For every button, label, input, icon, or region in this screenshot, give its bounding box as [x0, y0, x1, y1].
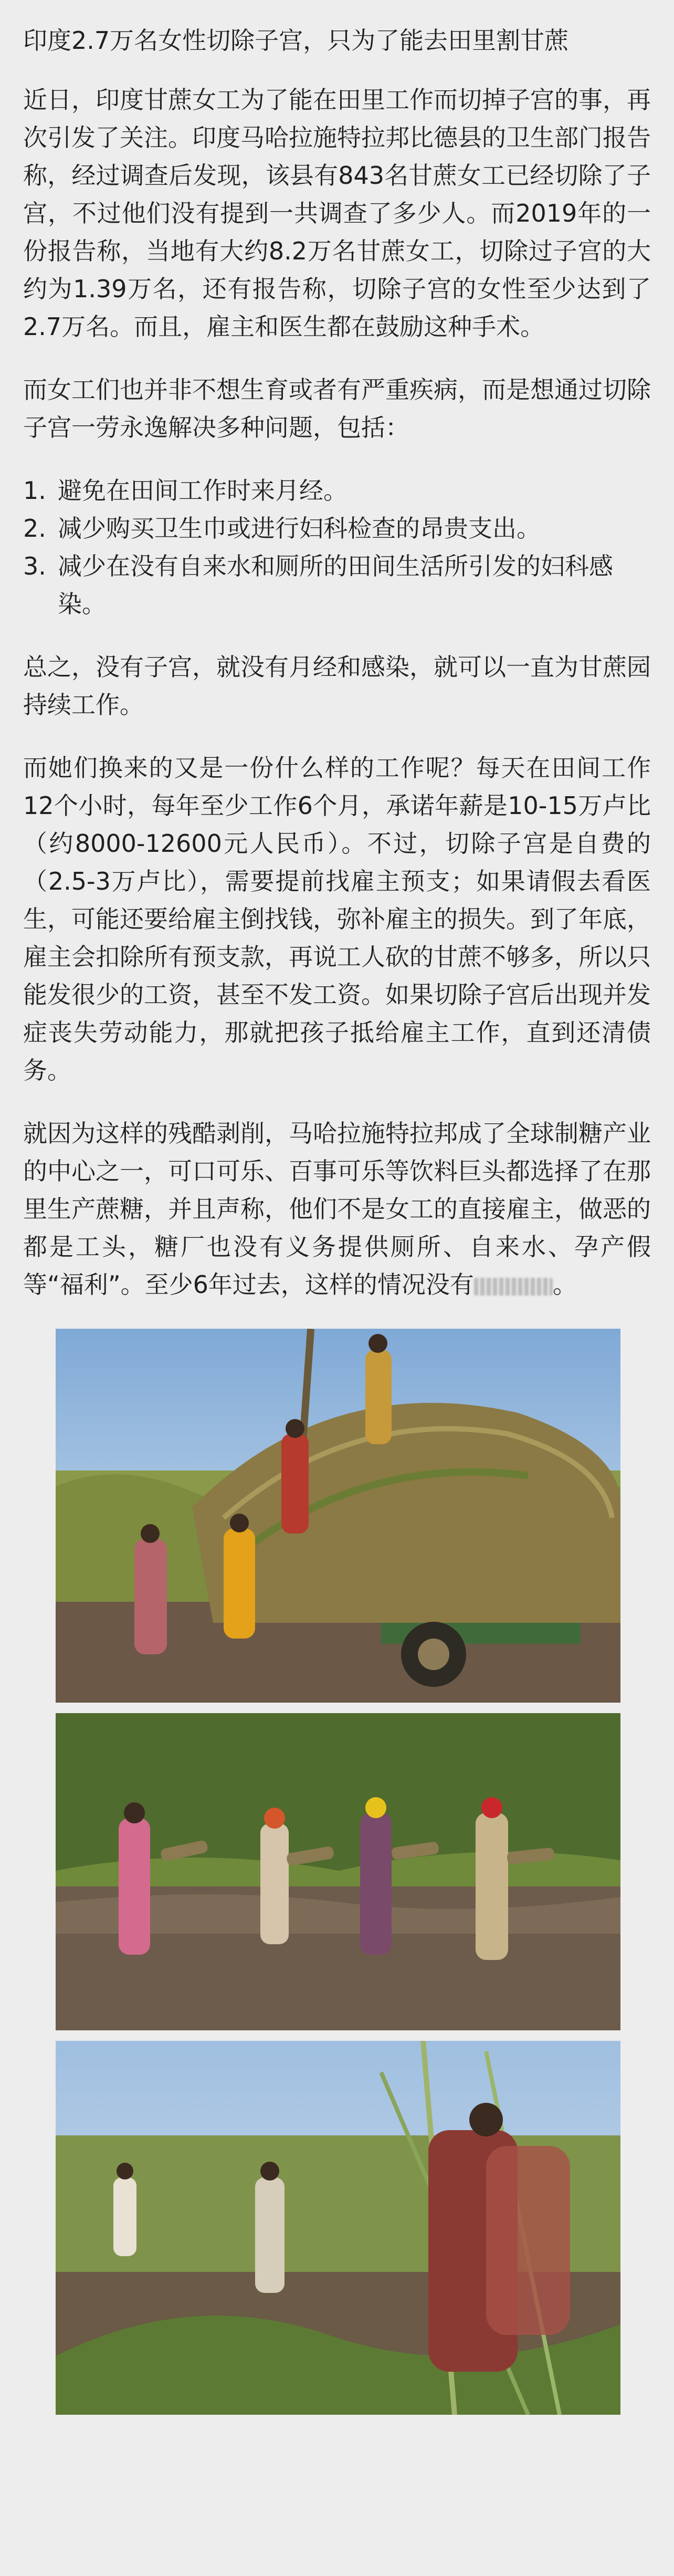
- list-item-number: 2.: [23, 514, 46, 543]
- list-item: [23, 509, 651, 547]
- photo-carrying-cane-image: [56, 1713, 620, 2030]
- paragraph-reasons: 而女工们也并非不想生育或者有严重疾病，而是想通过切除子宫一劳永逸解决多种问题，包括：: [23, 376, 651, 442]
- list-item-text: 减少购买卫生巾或进行妇科检查的昂贵支出。: [58, 514, 541, 543]
- paragraph-intro: 近日，印度甘蔗女工为了能在田里工作而切掉子宫的事，再次引发了关注。印度马哈拉施特拉邦比德县的卫生部门报告称，经过调查后发现，该县有843名甘蔗女工已经切除了子宫，不过他们没有提到一共调查了多少人。而2019年的一份报告称，当地有大约8.2万名甘蔗女工，切除过子宫的大约为1.39万名，还有报告称，切除子宫的女性至少达到了2.7万名。而且，雇主和医生都在鼓励这种手术。: [23, 86, 651, 341]
- list-item-text: 避免在田间工作时来月经。: [58, 476, 347, 505]
- list-item-text: 减少在没有自来水和厕所的田间生活所引发的妇科感染。: [58, 552, 613, 618]
- photo-carrying-cane: [56, 1713, 620, 2030]
- paragraph-working-conditions: 而她们换来的又是一份什么样的工作呢？每天在田间工作12个小时，每年至少工作6个月，承诺年薪是10-15万卢比（约8000-12600元人民币）。不过，切除子宫是自费的（2.5-3万卢比），需要提前找雇主预支；如果请假去看医生，可能还要给雇主倒找钱，弥补雇主的损失。到了年底，雇主会扣除所有预支款，再说工人砍的甘蔗不够多，所以只能发很少的工资，甚至不发工资。如果切除子宫后出现并发症丧失劳动能力，那就把孩子抵给雇主工作，直到还清债务。: [23, 754, 651, 1084]
- paragraph-exploitation: [23, 1114, 651, 1303]
- list-item-number: 3.: [23, 552, 46, 580]
- paragraph-summary: 总之，没有子宫，就没有月经和感染，就可以一直为甘蔗园持续工作。: [23, 653, 651, 719]
- photo-loading-sugarcane-image: [56, 1329, 620, 1703]
- paragraph-exploitation-text: 就因为这样的残酷剥削，马哈拉施特拉邦成了全球制糖产业的中心之一，可口可乐、百事可乐等饮料巨头都选择了在那里生产蔗糖，并且声称，他们不是女工的直接雇主，做恶的都是工头，糖厂也没有义务提供厕所、自来水、孕产假等“福利”。至少6年过去，这样的情况没有: [23, 1119, 651, 1299]
- paragraph-exploitation-tail: 。: [552, 1270, 577, 1299]
- photo-loading-sugarcane: [56, 1329, 620, 1703]
- reasons-list: [23, 472, 651, 623]
- photo-cutting-sugarcane: [56, 2041, 620, 2415]
- list-item: [23, 547, 651, 623]
- list-item-number: 1.: [23, 476, 46, 505]
- list-item: [23, 472, 651, 509]
- redacted-text: [474, 1278, 553, 1296]
- article-title: 印度2.7万名女性切除子宫，只为了能去田里割甘蔗: [23, 26, 569, 55]
- photo-cutting-sugarcane-image: [56, 2041, 620, 2415]
